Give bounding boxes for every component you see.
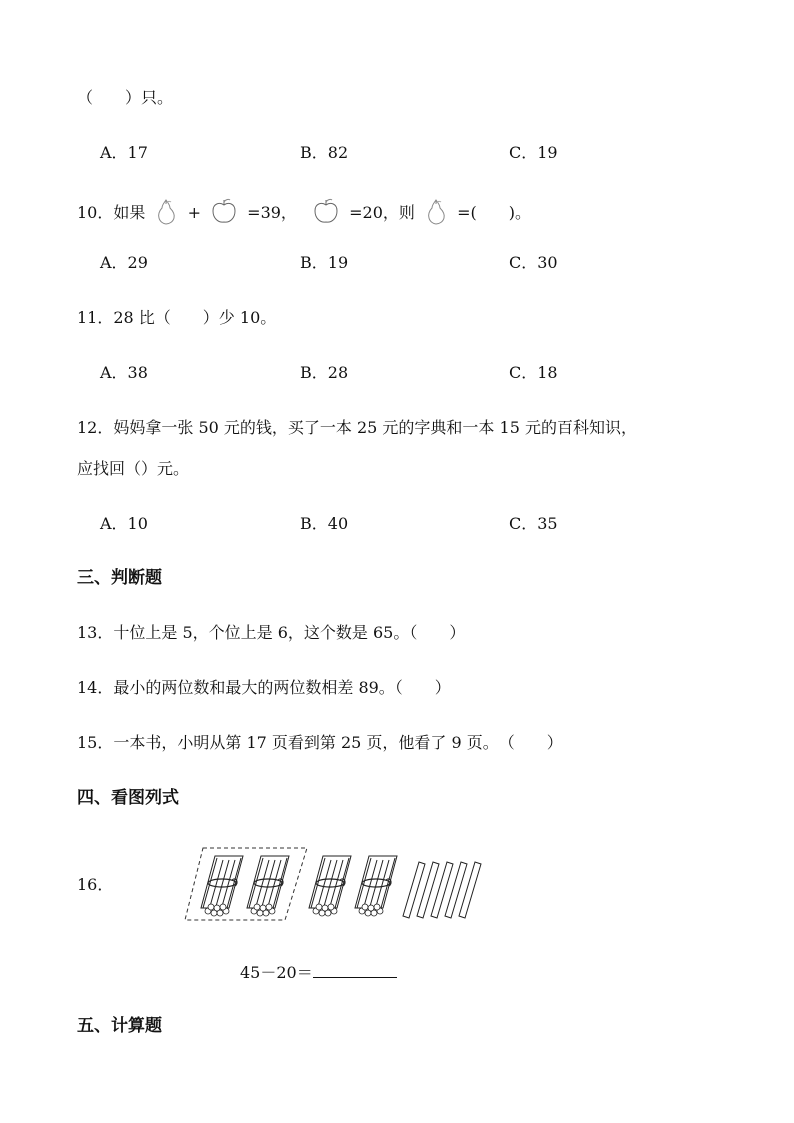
q16-number: 16． xyxy=(77,875,114,894)
q10-eq1: =39， xyxy=(247,203,297,222)
q16-equation-text: 45－20＝ xyxy=(240,963,313,982)
section-heading-calculation: 五、计算题 xyxy=(77,1016,162,1036)
q14-stem: 14．最小的两位数和最大的两位数相差 89。（ ） xyxy=(77,678,451,697)
q11-option-c[interactable]: C．18 xyxy=(509,363,558,382)
pear-icon xyxy=(424,197,448,230)
q11-option-a[interactable]: A．38 xyxy=(100,363,148,382)
q10-option-c[interactable]: C．30 xyxy=(509,253,558,272)
q12-option-b[interactable]: B．40 xyxy=(300,514,349,533)
section-heading-picture-equation: 四、看图列式 xyxy=(77,788,179,808)
q13-stem: 13．十位上是 5，个位上是 6，这个数是 65。（ ） xyxy=(77,623,466,642)
q10-plus: + xyxy=(187,203,201,222)
q10-option-b[interactable]: B．19 xyxy=(300,253,349,272)
q10-stem xyxy=(77,197,531,230)
q9-tail: （ ）只。 xyxy=(77,88,174,107)
q10-option-a[interactable]: A．29 xyxy=(100,253,148,272)
q10-eq3: =( )。 xyxy=(457,203,531,222)
q12-stem-line2: 应找回（）元。 xyxy=(77,459,190,478)
pear-icon xyxy=(154,197,178,230)
q11-option-b[interactable]: B．28 xyxy=(300,363,349,382)
q9-option-a[interactable]: A．17 xyxy=(100,143,148,162)
q10-eq2: =20，则 xyxy=(349,203,415,222)
section-heading-judgement: 三、判断题 xyxy=(77,568,162,588)
q11-stem: 11．28 比（ ）少 10。 xyxy=(77,308,277,327)
q12-stem-line1: 12．妈妈拿一张 50 元的钱，买了一本 25 元的字典和一本 15 元的百科知识， xyxy=(77,418,637,437)
q16-equation xyxy=(240,961,397,983)
q12-option-c[interactable]: C．35 xyxy=(509,514,558,533)
q9-option-b[interactable]: B．82 xyxy=(300,143,349,162)
apple-icon xyxy=(312,198,340,229)
answer-blank[interactable] xyxy=(313,961,397,978)
q15-stem: 15．一本书，小明从第 17 页看到第 25 页，他看了 9 页。 （ ） xyxy=(77,733,563,752)
apple-icon xyxy=(210,198,238,229)
q10-prefix: 10．如果 xyxy=(77,203,146,222)
q12-option-a[interactable]: A．10 xyxy=(100,514,148,533)
sticks-bundles-figure xyxy=(183,844,493,924)
q9-option-c[interactable]: C．19 xyxy=(509,143,558,162)
